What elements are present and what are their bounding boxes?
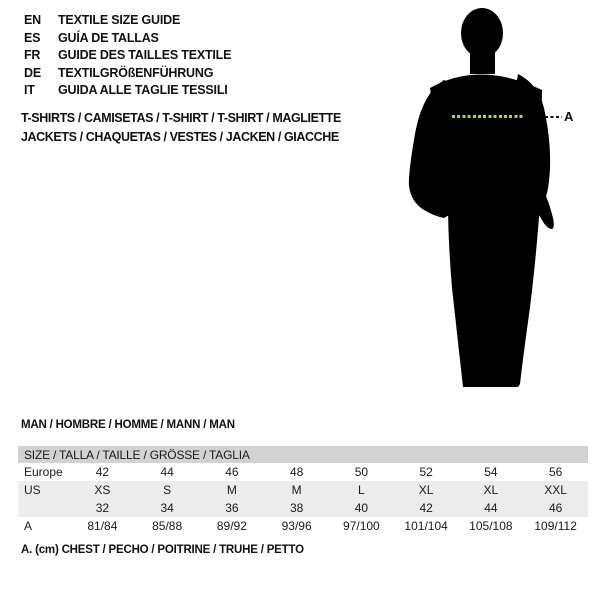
language-title: TEXTILE SIZE GUIDE xyxy=(58,13,181,27)
cell: 50 xyxy=(354,465,369,479)
cell: 52 xyxy=(419,465,433,479)
cell: 105/108 xyxy=(469,519,513,533)
cell: 34 xyxy=(135,499,200,517)
measurement-footnote: A. (cm) CHEST / PECHO / POITRINE / TRUHE / PETTO xyxy=(21,544,304,556)
cell: 97/100 xyxy=(343,519,380,533)
language-title: TEXTILGRÖßENFÜHRUNG xyxy=(58,65,214,80)
category-line-tshirts: T-SHIRTS / CAMISETAS / T-SHIRT / T-SHIRT / MAGLIETTE xyxy=(21,111,341,125)
language-list xyxy=(24,12,231,100)
row-label: A xyxy=(24,519,33,533)
cell: 56 xyxy=(548,465,563,479)
row-label xyxy=(18,499,70,517)
cell: 109/112 xyxy=(534,519,577,533)
cell: 101/104 xyxy=(404,519,448,533)
language-title: GUIDA ALLE TAGLIE TESSILI xyxy=(58,83,228,98)
size-table-header-row xyxy=(18,446,588,463)
cell: 42 xyxy=(394,499,459,517)
cell: 42 xyxy=(95,465,110,479)
cell: 44 xyxy=(160,465,174,479)
size-table xyxy=(18,446,588,535)
cell: M xyxy=(264,481,329,499)
cell: L xyxy=(329,481,394,499)
table-row-us xyxy=(18,481,588,499)
cell: M xyxy=(200,481,265,499)
cell: XS xyxy=(70,481,135,499)
cell: XL xyxy=(394,481,459,499)
cell: 85/88 xyxy=(152,519,183,533)
cell: 46 xyxy=(523,499,588,517)
cell: 54 xyxy=(484,465,498,479)
language-row-it xyxy=(24,82,231,100)
cell: 32 xyxy=(70,499,135,517)
category-lines xyxy=(21,109,341,147)
language-title: GUÍA DE TALLAS xyxy=(58,30,159,45)
cell: 36 xyxy=(200,499,265,517)
language-code: EN xyxy=(24,13,41,27)
row-label: Europe xyxy=(24,465,63,479)
language-code: ES xyxy=(24,30,41,45)
man-silhouette xyxy=(402,6,560,390)
table-row-chest-cm xyxy=(18,517,588,535)
language-code: DE xyxy=(24,65,41,80)
cell: S xyxy=(135,481,200,499)
cell: 81/84 xyxy=(87,519,118,533)
cell: 40 xyxy=(329,499,394,517)
language-code: IT xyxy=(24,83,35,98)
cell: XL xyxy=(459,481,524,499)
section-title-man: MAN / HOMBRE / HOMME / MANN / MAN xyxy=(21,419,235,431)
chest-measure-label: A xyxy=(564,109,574,124)
cell: 93/96 xyxy=(281,519,312,533)
cell: 48 xyxy=(289,465,304,479)
language-row-es xyxy=(24,30,231,48)
cell: 44 xyxy=(459,499,524,517)
language-row-de xyxy=(24,65,231,83)
category-line-jackets: JACKETS / CHAQUETAS / VESTES / JACKEN / GIACCHE xyxy=(21,130,339,144)
size-table-header: SIZE / TALLA / TAILLE / GRÖSSE / TAGLIA xyxy=(18,446,588,463)
row-label: US xyxy=(18,481,70,499)
language-code: FR xyxy=(24,48,41,63)
chest-measure-line-leader xyxy=(545,116,562,118)
cell: 89/92 xyxy=(216,519,247,533)
language-row-en xyxy=(24,12,231,30)
cell: 38 xyxy=(264,499,329,517)
language-title: GUIDE DES TAILLES TEXTILE xyxy=(58,48,232,63)
chest-measure-line-on-body xyxy=(452,115,524,118)
table-row-uk xyxy=(18,499,588,517)
language-row-fr xyxy=(24,47,231,65)
cell: 46 xyxy=(225,465,239,479)
cell: XXL xyxy=(523,481,588,499)
table-row-europe xyxy=(18,463,588,481)
